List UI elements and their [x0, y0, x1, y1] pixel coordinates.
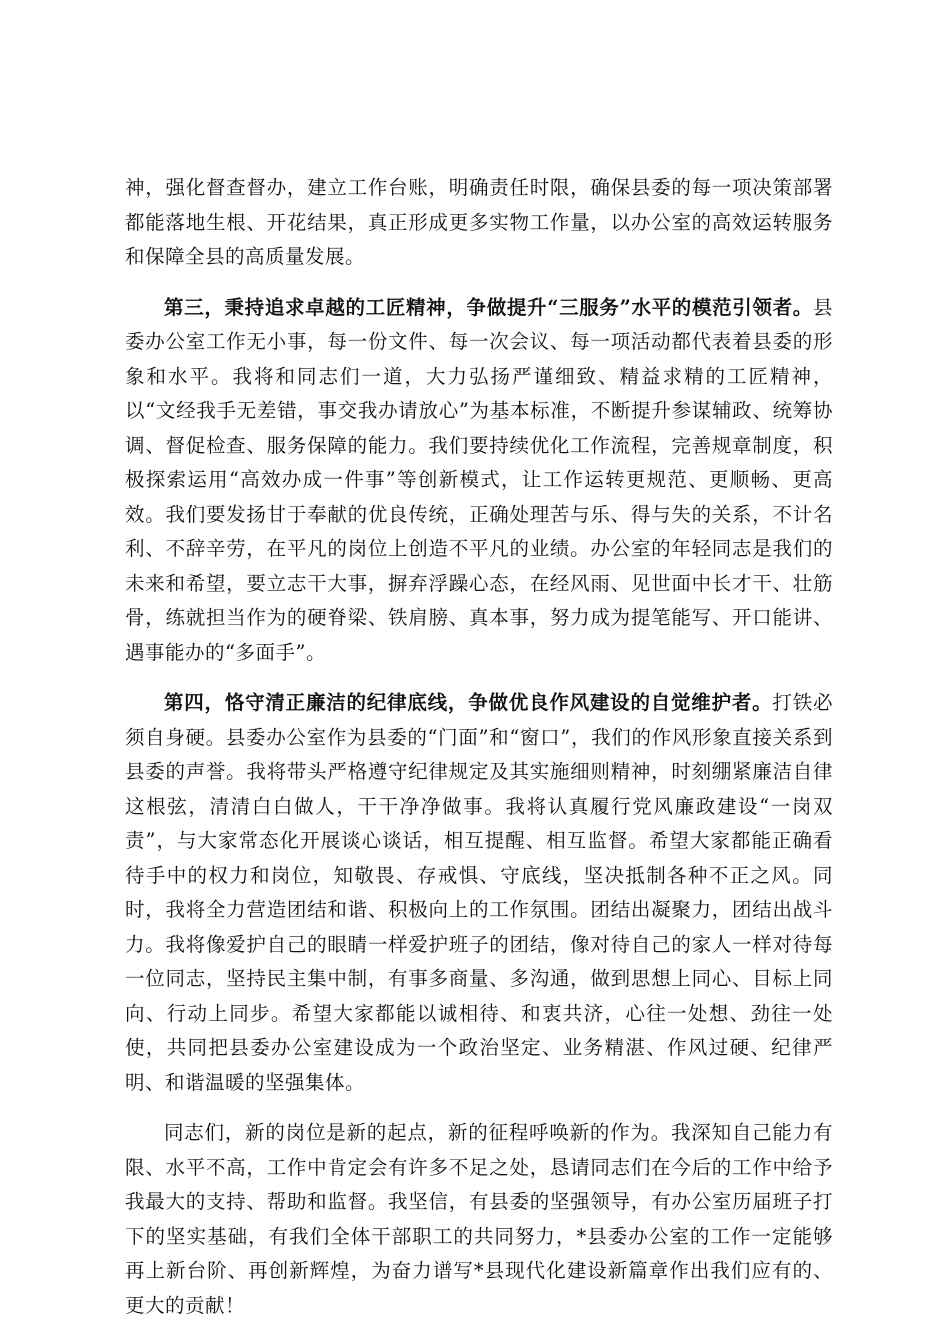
paragraph-text: 同志们，新的岗位是新的起点，新的征程呼唤新的作为。我深知自己能力有限、水平不高，工作中肯定会有许多不足之处，恳请同志们在今后的工作中给予我最大的支持、帮助和监督。我坚信，有县委的坚强领导，有办公室历届班子打下的坚实基础，有我们全体干部职工的共同努力，*县委办公室的工作一定能够再上新台阶、再创新辉煌，为奋力谱写*县现代化建设新篇章作出我们应有的、更大的贡献！ [125, 1121, 833, 1317]
paragraph-continuation [125, 171, 833, 275]
paragraph-text: 打铁必须自身硬。县委办公室作为县委的“门面”和“窗口”，我们的作风形象直接关系到县委的声誉。我将带头严格遵守纪律规定及其实施细则精神，时刻绷紧廉洁自律这根弦，清清白白做人，干干净净做事。我将认真履行党风廉政建设“一岗双责”，与大家常态化开展谈心谈话，相互提醒、相互监督。希望大家都能正确看待手中的权力和岗位，知敬畏、存戒惧、守底线，坚决抵制各种不正之风。同时，我将全力营造团结和谐、积极向上的工作氛围。团结出凝聚力，团结出战斗力。我将像爱护自己的眼睛一样爱护班子的团结，像对待自己的家人一样对待每一位同志，坚持民主集中制，有事多商量、多沟通，做到思想上同心、目标上同向、行动上同步。希望大家都能以诚相待、和衷共济，心往一处想、劲往一处使，共同把县委办公室建设成为一个政治坚定、业务精湛、作风过硬、纪律严明、和谐温暖的坚强集体。 [125, 691, 833, 1094]
paragraph-text: 县委办公室工作无小事，每一份文件、每一次会议、每一项活动都代表着县委的形象和水平。我将和同志们一道，大力弘扬严谨细致、精益求精的工匠精神，以“文经我手无差错，事交我办请放心”为基本标准，不断提升参谋辅政、统筹协调、督促检查、服务保障的能力。我们要持续优化工作流程，完善规章制度，积极探索运用“高效办成一件事”等创新模式，让工作运转更规范、更顺畅、更高效。我们要发扬甘于奉献的优良传统，正确处理苦与乐、得与失的关系，不计名利、不辞辛劳，在平凡的岗位上创造不平凡的业绩。办公室的年轻同志是我们的未来和希望，要立志干大事，摒弃浮躁心态，在经风雨、见世面中长才干、壮筋骨，练就担当作为的硬脊梁、铁肩膀、真本事，努力成为提笔能写、开口能讲、遇事能办的“多面手”。 [125, 295, 833, 664]
paragraph-lead-heading: 第四，恪守清正廉洁的纪律底线，争做优良作风建设的自觉维护者。 [164, 691, 773, 714]
paragraph-text: 神，强化督查督办，建立工作台账，明确责任时限，确保县委的每一项决策部署都能落地生根、开花结果，真正形成更多实物工作量，以办公室的高效运转服务和保障全县的高质量发展。 [125, 176, 833, 268]
paragraph-fourth-point [125, 686, 833, 1100]
paragraph-closing [125, 1116, 833, 1323]
paragraph-lead-heading: 第三，秉持追求卓越的工匠精神，争做提升“三服务”水平的模范引领者。 [164, 295, 813, 319]
document-body [125, 171, 833, 1339]
paragraph-third-point [125, 291, 833, 671]
